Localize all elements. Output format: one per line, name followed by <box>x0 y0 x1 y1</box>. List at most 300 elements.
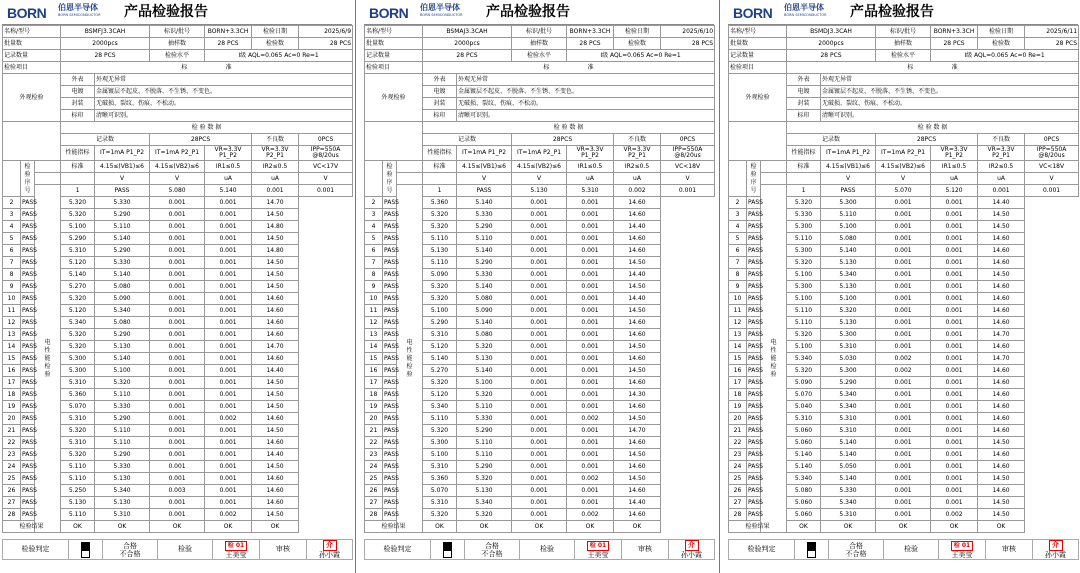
measure-value: 0.001 <box>512 389 567 401</box>
born-logo: BORN <box>369 5 409 21</box>
appearance-item-value: 外观无异常 <box>821 74 1079 86</box>
measure-value: 14.60 <box>614 401 661 413</box>
measure-value: 0.001 <box>876 221 931 233</box>
result-label: 检验结果 <box>729 521 787 533</box>
measure-value: 0.001 <box>567 437 614 449</box>
ok-checkbox[interactable] <box>81 542 90 550</box>
record-value: 28 PCS <box>787 50 876 62</box>
measure-value: 0.002 <box>567 413 614 425</box>
measure-value: 5.320 <box>457 341 512 353</box>
ok-label: 合格 <box>849 541 863 550</box>
param-value: VR=3.3V P1_P2 <box>931 146 978 161</box>
row-status: PASS <box>21 197 35 209</box>
measure-value: 5.300 <box>821 197 876 209</box>
measure-value: 5.310 <box>423 461 457 473</box>
row-status: PASS <box>21 377 35 389</box>
measure-value: 5.290 <box>95 329 150 341</box>
measure-value: 0.001 <box>876 437 931 449</box>
standard-label: 标准 <box>787 161 821 173</box>
auditor-signature <box>669 540 715 560</box>
record-pcs-value: 28PCS <box>512 134 614 146</box>
table-row <box>3 185 353 197</box>
row-status: PASS <box>457 185 512 197</box>
measure-value: 14.50 <box>978 473 1025 485</box>
row-index: 27 <box>365 497 383 509</box>
record-label: 记录数 <box>423 134 512 146</box>
measure-value: 0.001 <box>931 461 978 473</box>
param-value: VR=3.3V P2_P1 <box>978 146 1025 161</box>
measure-value: 5.310 <box>567 185 614 197</box>
row-status: PASS <box>21 221 35 233</box>
measure-value: 14.60 <box>978 401 1025 413</box>
measure-value: 0.001 <box>150 353 205 365</box>
row-status: PASS <box>383 377 397 389</box>
ng-checkbox[interactable] <box>807 550 816 558</box>
standard-value: 4.15≤(VB1)≤6 <box>95 161 150 173</box>
measure-value: 5.340 <box>95 305 150 317</box>
batch-value: 2000pcs <box>787 38 876 50</box>
measure-value: 5.310 <box>821 413 876 425</box>
measure-value: 14.70 <box>252 197 299 209</box>
measure-value: 0.001 <box>567 425 614 437</box>
row-status: PASS <box>21 293 35 305</box>
mark-value: BORN+3.3CH <box>931 26 978 38</box>
row-index: 24 <box>3 461 21 473</box>
measure-value: 0.001 <box>567 305 614 317</box>
row-index: 12 <box>3 317 21 329</box>
measure-value: 14.60 <box>978 425 1025 437</box>
measure-value: 5.090 <box>787 377 821 389</box>
row-index: 22 <box>365 437 383 449</box>
logo-cn-text: 伯恩半导体 <box>58 3 98 12</box>
appearance-item-value: 清晰可识别。 <box>95 110 353 122</box>
measure-value: 5.110 <box>61 473 95 485</box>
measure-value: 14.50 <box>614 257 661 269</box>
row-index: 19 <box>365 401 383 413</box>
measure-value: 5.110 <box>95 221 150 233</box>
row-status: PASS <box>747 473 761 485</box>
row-index: 11 <box>365 305 383 317</box>
label-sample: 抽样数 <box>512 38 567 50</box>
measure-value: 0.001 <box>567 281 614 293</box>
measure-value: 5.340 <box>423 401 457 413</box>
row-index: 24 <box>365 461 383 473</box>
measure-value: 14.40 <box>252 449 299 461</box>
measure-value: 14.60 <box>978 317 1025 329</box>
measure-value: 0.001 <box>299 185 353 197</box>
measure-value: 14.60 <box>252 317 299 329</box>
row-index: 21 <box>365 425 383 437</box>
measure-value: 5.130 <box>61 497 95 509</box>
measure-value: 5.110 <box>423 413 457 425</box>
auditor-signature <box>307 540 353 560</box>
measure-value: 0.001 <box>567 257 614 269</box>
measure-value: 5.140 <box>457 365 512 377</box>
row-status: PASS <box>747 437 761 449</box>
label-record: 记录数量 <box>729 50 787 62</box>
row-status: PASS <box>21 233 35 245</box>
auditor-label: 审核 <box>986 540 1033 560</box>
row-index: 13 <box>729 329 747 341</box>
row-status: PASS <box>747 461 761 473</box>
row-index: 13 <box>3 329 21 341</box>
row-status: PASS <box>21 269 35 281</box>
measure-value: 0.001 <box>567 233 614 245</box>
row-index: 14 <box>729 341 747 353</box>
record-value: 28 PCS <box>61 50 150 62</box>
logo-en-text: BORN SEMICONDUCTOR <box>58 13 101 17</box>
measure-value: 5.040 <box>787 401 821 413</box>
measure-value: 14.50 <box>252 389 299 401</box>
measure-value: 0.001 <box>567 353 614 365</box>
measure-value: 0.001 <box>876 317 931 329</box>
row-status: PASS <box>383 293 397 305</box>
appearance-item-label: 标印 <box>787 110 821 122</box>
measure-value: 0.001 <box>512 353 567 365</box>
measure-value: 5.330 <box>95 197 150 209</box>
measure-value: 5.130 <box>821 281 876 293</box>
measure-value: 0.001 <box>205 449 252 461</box>
measure-value: 14.40 <box>252 365 299 377</box>
measure-value: 5.310 <box>787 413 821 425</box>
measure-value: 5.140 <box>821 449 876 461</box>
measure-value: 5.320 <box>423 221 457 233</box>
row-index: 23 <box>729 449 747 461</box>
level-value: Ⅰ级 AQL=0.065 Ac=0 Re=1 <box>205 50 353 62</box>
measure-value: 5.140 <box>787 461 821 473</box>
measure-value: 0.001 <box>567 485 614 497</box>
measure-value: 0.001 <box>567 497 614 509</box>
measure-value: 0.001 <box>205 401 252 413</box>
measure-value: 5.300 <box>423 437 457 449</box>
measure-value: 5.320 <box>61 293 95 305</box>
measure-value: 0.001 <box>205 233 252 245</box>
ok-checkbox[interactable] <box>443 542 452 550</box>
measure-value: 0.001 <box>205 293 252 305</box>
measure-value: 0.001 <box>1025 185 1079 197</box>
measure-value: 0.001 <box>205 209 252 221</box>
measure-value: 0.001 <box>876 461 931 473</box>
row-status: PASS <box>21 461 35 473</box>
measure-value: 5.320 <box>787 257 821 269</box>
measure-value: 5.100 <box>821 221 876 233</box>
measure-value: 0.001 <box>512 329 567 341</box>
measure-value: 5.290 <box>95 449 150 461</box>
row-status: PASS <box>747 389 761 401</box>
measure-value: 5.320 <box>423 209 457 221</box>
measure-value: 14.50 <box>252 257 299 269</box>
measure-value: 0.001 <box>205 245 252 257</box>
model-value: BSMDJ3.3CAH <box>787 26 876 38</box>
measure-value: 5.340 <box>821 269 876 281</box>
row-index: 9 <box>729 281 747 293</box>
label-level: 检验水平 <box>512 50 567 62</box>
measure-value: 5.110 <box>787 317 821 329</box>
measure-value: 14.70 <box>978 329 1025 341</box>
measure-value: 5.300 <box>61 365 95 377</box>
measure-value: 5.070 <box>423 485 457 497</box>
row-status: PASS <box>21 449 35 461</box>
inspector-signature <box>939 540 986 560</box>
measure-value: 5.320 <box>61 341 95 353</box>
defect-label: 不良数 <box>978 134 1025 146</box>
measure-value: 0.001 <box>512 413 567 425</box>
defect-pcs-value: 0PCS <box>299 134 353 146</box>
measure-value: 0.001 <box>931 401 978 413</box>
measure-value: 5.320 <box>95 377 150 389</box>
checkbox-group <box>69 540 103 560</box>
measure-value: 5.130 <box>457 485 512 497</box>
row-index: 12 <box>729 317 747 329</box>
ok-ng-labels <box>465 540 520 560</box>
measure-value: 0.001 <box>876 245 931 257</box>
report-title: 产品检验报告 <box>486 4 570 20</box>
param-value: VR=3.3V P1_P2 <box>205 146 252 161</box>
ng-label: 不合格 <box>845 549 867 558</box>
measure-value: 5.130 <box>95 473 150 485</box>
sample-value: 28 PCS <box>205 38 252 50</box>
row-index: 28 <box>729 509 747 521</box>
row-status: PASS <box>383 461 397 473</box>
ng-checkbox[interactable] <box>81 550 90 558</box>
measure-value: 14.40 <box>614 269 661 281</box>
row-index: 18 <box>3 389 21 401</box>
measure-value: 5.360 <box>423 473 457 485</box>
unit-value: V <box>512 173 567 185</box>
measure-value: 5.090 <box>423 269 457 281</box>
param-label: 性能指标 <box>787 146 821 161</box>
measure-value: 0.001 <box>876 209 931 221</box>
measure-value: 0.001 <box>876 233 931 245</box>
measure-value: 14.60 <box>614 353 661 365</box>
appearance-item-value: 无破损、裂纹、伤痕、不松动。 <box>457 98 715 110</box>
measure-value: 0.001 <box>931 365 978 377</box>
row-status: PASS <box>383 353 397 365</box>
measure-value: 14.60 <box>978 281 1025 293</box>
measure-value: 0.001 <box>931 413 978 425</box>
level-value: Ⅰ级 AQL=0.065 Ac=0 Re=1 <box>567 50 715 62</box>
measure-value: 0.001 <box>567 365 614 377</box>
measure-value: 14.60 <box>252 353 299 365</box>
measure-value: 5.100 <box>423 449 457 461</box>
label-model: 名称/型号 <box>729 26 787 38</box>
row-status: PASS <box>383 197 397 209</box>
measure-value: 5.120 <box>61 305 95 317</box>
measure-value: 0.002 <box>614 185 661 197</box>
standard-value: IR2≤0.5 <box>978 161 1025 173</box>
measure-value: 0.001 <box>512 257 567 269</box>
measure-value: 14.60 <box>978 293 1025 305</box>
row-index: 7 <box>3 257 21 269</box>
label-level: 检验水平 <box>150 50 205 62</box>
logo-cn-text: 伯恩半导体 <box>784 3 824 12</box>
row-status: PASS <box>747 221 761 233</box>
ng-checkbox[interactable] <box>443 550 452 558</box>
measure-value: 14.40 <box>614 221 661 233</box>
measure-value: 14.60 <box>614 509 661 521</box>
measure-value: 5.320 <box>423 281 457 293</box>
row-status: PASS <box>383 509 397 521</box>
measure-value: 0.001 <box>876 377 931 389</box>
measure-value: 14.60 <box>614 377 661 389</box>
measure-value: 5.140 <box>457 245 512 257</box>
result-value: OK <box>95 521 150 533</box>
measure-value: 14.70 <box>978 353 1025 365</box>
ng-label: 不合格 <box>119 549 141 558</box>
measure-value: 0.002 <box>876 353 931 365</box>
measure-value: 5.060 <box>787 425 821 437</box>
label-item: 检验项目 <box>365 62 423 74</box>
ok-ng-labels <box>103 540 158 560</box>
row-status: PASS <box>383 317 397 329</box>
standard-value: IR2≤0.5 <box>252 161 299 173</box>
measure-value: 0.001 <box>931 473 978 485</box>
measure-value: 5.140 <box>423 353 457 365</box>
row-index: 9 <box>3 281 21 293</box>
measure-value: 0.001 <box>876 425 931 437</box>
row-status: PASS <box>383 221 397 233</box>
row-status: PASS <box>747 413 761 425</box>
standard-value: IR1≤0.5 <box>205 161 252 173</box>
measure-value: 5.300 <box>821 365 876 377</box>
param-value: VR=3.3V P1_P2 <box>567 146 614 161</box>
measure-value: 0.001 <box>150 221 205 233</box>
sample-value: 28 PCS <box>931 38 978 50</box>
inspector-stamp: 检 01 <box>225 541 247 551</box>
measure-value: 0.001 <box>150 377 205 389</box>
data-title: 检 验 数 据 <box>787 122 1079 134</box>
measure-value: 5.060 <box>787 437 821 449</box>
row-index: 17 <box>3 377 21 389</box>
row-status: PASS <box>21 473 35 485</box>
appearance-item-value: 无破损、裂纹、伤痕、不松动。 <box>95 98 353 110</box>
measure-value: 14.80 <box>252 221 299 233</box>
measure-value: 14.40 <box>978 197 1025 209</box>
measure-value: 0.001 <box>931 281 978 293</box>
measure-value: 0.001 <box>150 425 205 437</box>
measure-value: 5.300 <box>787 221 821 233</box>
measure-value: 5.120 <box>931 185 978 197</box>
label-sample: 抽样数 <box>876 38 931 50</box>
row-index: 20 <box>729 413 747 425</box>
label-batch: 批量数 <box>365 38 423 50</box>
measure-value: 5.100 <box>787 269 821 281</box>
measure-value: 5.110 <box>95 389 150 401</box>
measure-value: 5.110 <box>61 509 95 521</box>
measure-value: 14.60 <box>978 233 1025 245</box>
measure-value: 0.001 <box>931 197 978 209</box>
measure-value: 0.001 <box>205 305 252 317</box>
appearance-item-label: 电镀 <box>787 86 821 98</box>
measure-value: 5.320 <box>821 305 876 317</box>
measure-value: 5.130 <box>423 245 457 257</box>
measure-value: 14.60 <box>252 329 299 341</box>
std-header <box>61 62 353 74</box>
measure-value: 0.001 <box>931 305 978 317</box>
row-index: 2 <box>365 197 383 209</box>
param-value: VR=3.3V P2_P1 <box>252 146 299 161</box>
measure-value: 14.60 <box>252 485 299 497</box>
row-status: PASS <box>383 209 397 221</box>
measure-value: 0.001 <box>978 185 1025 197</box>
measure-value: 0.001 <box>512 281 567 293</box>
measure-value: 0.001 <box>150 317 205 329</box>
measure-value: 0.001 <box>512 401 567 413</box>
row-status: PASS <box>747 341 761 353</box>
ok-label: 合格 <box>123 541 137 550</box>
standard-value: 4.15≤(VB2)≤6 <box>150 161 205 173</box>
measure-value: 0.001 <box>876 329 931 341</box>
model-value: BSMAJ3.3CAH <box>423 26 512 38</box>
unit-value: uA <box>567 173 614 185</box>
measure-value: 14.60 <box>252 473 299 485</box>
measure-value: 0.001 <box>931 389 978 401</box>
measure-value: 5.100 <box>61 221 95 233</box>
measure-value: 5.290 <box>95 413 150 425</box>
measure-value: 5.310 <box>95 509 150 521</box>
row-index: 17 <box>729 377 747 389</box>
ok-checkbox[interactable] <box>807 542 816 550</box>
measure-value: 14.50 <box>978 221 1025 233</box>
label-item: 检验项目 <box>729 62 787 74</box>
measure-value: 5.080 <box>821 233 876 245</box>
measure-value: 0.001 <box>567 293 614 305</box>
measure-value: 14.60 <box>978 413 1025 425</box>
std-char-1: 标 <box>181 63 188 71</box>
defect-label: 不良数 <box>252 134 299 146</box>
row-status: PASS <box>383 401 397 413</box>
measure-value: 14.60 <box>978 245 1025 257</box>
logo-en-text: BORN SEMICONDUCTOR <box>420 13 463 17</box>
measure-value: 5.340 <box>821 497 876 509</box>
param-value: IT=1mA P1_P2 <box>95 146 150 161</box>
measure-value: 0.001 <box>150 461 205 473</box>
appearance-item-label: 外表 <box>423 74 457 86</box>
standard-value: 4.15≤(VB1)≤6 <box>821 161 876 173</box>
row-index: 15 <box>729 353 747 365</box>
measure-value: 5.110 <box>457 401 512 413</box>
measure-value: 14.60 <box>614 329 661 341</box>
measure-value: 14.60 <box>614 317 661 329</box>
row-index: 2 <box>729 197 747 209</box>
row-index: 24 <box>729 461 747 473</box>
measure-value: 0.001 <box>931 209 978 221</box>
measure-value: 14.50 <box>614 341 661 353</box>
label-item: 检验项目 <box>3 62 61 74</box>
measure-value: 5.110 <box>423 233 457 245</box>
measure-value: 0.002 <box>567 473 614 485</box>
row-status: PASS <box>747 245 761 257</box>
result-value: OK <box>614 521 661 533</box>
measure-value: 0.001 <box>876 305 931 317</box>
measure-value: 0.001 <box>931 329 978 341</box>
row-index: 5 <box>3 233 21 245</box>
measure-value: 14.50 <box>252 509 299 521</box>
measure-value: 5.130 <box>457 353 512 365</box>
row-status: PASS <box>21 485 35 497</box>
measure-value: 0.001 <box>512 221 567 233</box>
measure-value: 0.001 <box>150 197 205 209</box>
appearance-item-value: 金属镀层不起皮、不脱落、不生锈、不变色。 <box>821 86 1079 98</box>
measure-value: 0.001 <box>931 353 978 365</box>
inspector-label: 检验 <box>520 540 575 560</box>
measure-value: 0.001 <box>931 341 978 353</box>
unit-value: V <box>299 173 353 185</box>
measure-value: 0.002 <box>205 509 252 521</box>
param-value: IT=1mA P2_P1 <box>512 146 567 161</box>
row-index: 8 <box>729 269 747 281</box>
inspector-stamp: 检 01 <box>587 541 609 551</box>
